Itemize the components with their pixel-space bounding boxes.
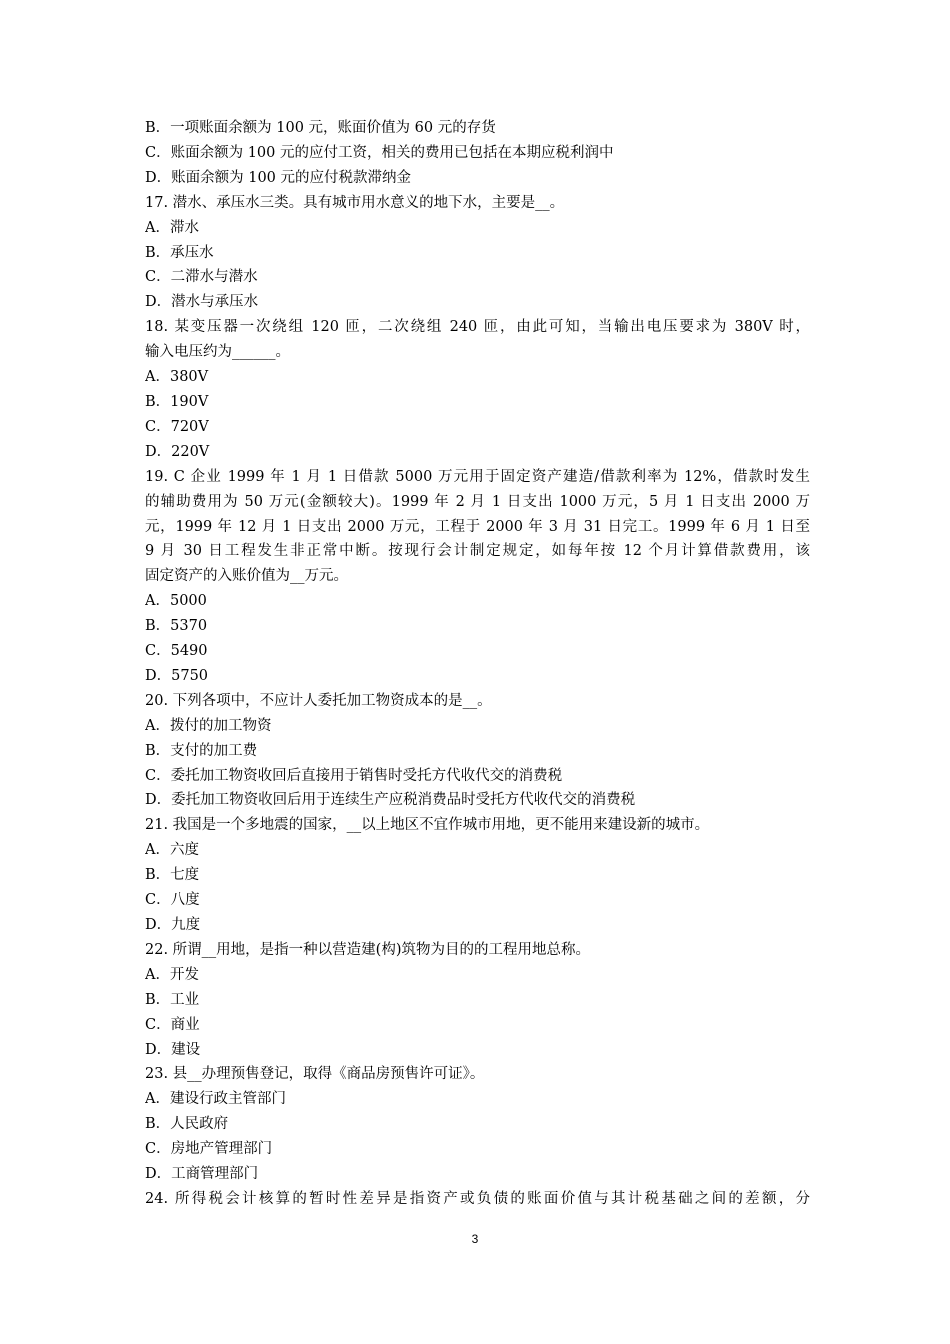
answer-option: C．5490	[145, 643, 208, 660]
question-line: 22. 所谓__用地，是指一种以营造建(构)筑物为目的的工程用地总称。	[145, 941, 590, 958]
answer-option: D．220V	[145, 443, 210, 460]
answer-option: A．六度	[145, 842, 199, 859]
answer-option: D．5750	[145, 667, 209, 684]
answer-option: A．建设行政主管部门	[145, 1091, 286, 1108]
answer-option: B．七度	[145, 867, 200, 884]
answer-option: B．承压水	[145, 244, 214, 261]
answer-option: C．商业	[145, 1016, 200, 1033]
answer-option: A．滞水	[145, 219, 199, 236]
answer-option: C．账面余额为 100 元的应付工资，相关的费用已包括在本期应税利润中	[145, 144, 614, 161]
answer-option: B．一项账面余额为 100 元，账面价值为 60 元的存货	[145, 120, 496, 136]
question-line: 元，1999 年 12 月 1 日支出 2000 万元，工程于 2000 年 3 月 31 日完工。1999 年 6 月 1 日至	[145, 518, 810, 535]
page-body-text	[145, 116, 810, 1212]
answer-option: D．委托加工物资收回后用于连续生产应税消费品时受托方代收代交的消费税	[145, 792, 636, 809]
answer-option: B．190V	[145, 393, 209, 410]
answer-option: A．拨付的加工物资	[145, 717, 272, 734]
answer-option: B．5370	[145, 618, 208, 635]
answer-option: B．支付的加工费	[145, 742, 258, 759]
question-line: 输入电压约为______。	[145, 344, 290, 361]
page-number: 3	[471, 1232, 479, 1246]
answer-option: D．建设	[145, 1041, 201, 1058]
answer-option: A．380V	[145, 369, 209, 386]
answer-option: B．人民政府	[145, 1116, 229, 1133]
answer-option: A．5000	[145, 593, 207, 610]
question-line: 9 月 30 日工程发生非正常中断。按现行会计制定规定，如每年按 12 个月计算借款费用，该	[145, 543, 810, 560]
question-line: 17. 潜水、承压水三类。具有城市用水意义的地下水，主要是__。	[145, 194, 565, 211]
question-line: 21. 我国是一个多地震的国家，__以上地区不宜作城市用地，更不能用来建设新的城市。	[145, 817, 710, 834]
answer-option: D．账面余额为 100 元的应付税款滞纳金	[145, 169, 412, 186]
answer-option: A．开发	[145, 966, 199, 983]
answer-option: C．720V	[145, 418, 209, 435]
answer-option: C．八度	[145, 892, 200, 909]
answer-option: C．二滞水与潜水	[145, 269, 258, 286]
question-line: 18. 某变压器一次绕组 120 匝，二次绕组 240 匝，由此可知，当输出电压要求为 380V 时，	[145, 319, 810, 336]
answer-option: C．房地产管理部门	[145, 1141, 273, 1158]
question-line: 固定资产的入账价值为__万元。	[145, 568, 348, 585]
answer-option: D．潜水与承压水	[145, 294, 259, 311]
answer-option: D．九度	[145, 917, 201, 933]
answer-option: B．工业	[145, 991, 200, 1008]
question-line: 23. 县__办理预售登记，取得《商品房预售许可证》。	[145, 1066, 485, 1083]
question-line: 19. C 企业 1999 年 1 月 1 日借款 5000 万元用于固定资产建造/借款利率为 12%，借款时发生	[145, 468, 810, 485]
answer-option: D．工商管理部门	[145, 1166, 259, 1183]
question-line: 24. 所得税会计核算的暂时性差异是指资产或负债的账面价值与其计税基础之间的差额，分	[145, 1190, 810, 1207]
answer-option: C．委托加工物资收回后直接用于销售时受托方代收代交的消费税	[145, 767, 563, 784]
question-line: 20. 下列各项中，不应计人委托加工物资成本的是__。	[145, 692, 492, 709]
question-line: 的辅助费用为 50 万元(金额较大)。1999 年 2 月 1 日支出 1000 万元，5 月 1 日支出 2000 万	[145, 493, 810, 510]
